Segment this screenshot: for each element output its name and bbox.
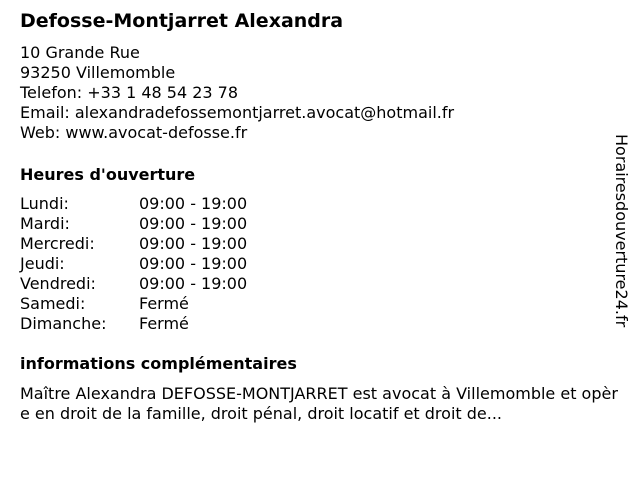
hours-day: Mercredi:: [20, 234, 95, 253]
hours-day: Mardi:: [20, 214, 70, 233]
hours-day: Samedi:: [20, 294, 86, 313]
hours-day: Jeudi:: [20, 254, 65, 273]
address-street: 10 Grande Rue: [20, 43, 140, 62]
hours-day: Vendredi:: [20, 274, 96, 293]
hours-day: Dimanche:: [20, 314, 107, 333]
hours-heading: Heures d'ouverture: [20, 165, 196, 184]
phone-number: Telefon: +33 1 48 54 23 78: [20, 83, 239, 102]
site-watermark: Horairesdouverture24.fr: [612, 134, 631, 328]
info-heading: informations complémentaires: [20, 354, 297, 373]
hours-time: 09:00 - 19:00: [139, 194, 248, 213]
business-name: Defosse-Montjarret Alexandra: [20, 10, 344, 32]
address-city: 93250 Villemomble: [20, 63, 176, 82]
hours-time: 09:00 - 19:00: [139, 274, 248, 293]
hours-time: 09:00 - 19:00: [139, 254, 248, 273]
hours-time: 09:00 - 19:00: [139, 214, 248, 233]
email-address: Email: alexandradefossemontjarret.avocat@hotmail.fr: [20, 103, 455, 122]
hours-time: Fermé: [139, 294, 189, 313]
hours-day: Lundi:: [20, 194, 69, 213]
business-description: Maître Alexandra DEFOSSE-MONTJARRET est avocat à Villemomble et opère en droit de la famille, droit pénal, droit locatif et droit de...: [20, 384, 618, 423]
hours-time: Fermé: [139, 314, 189, 333]
hours-time: 09:00 - 19:00: [139, 234, 248, 253]
website: Web: www.avocat-defosse.fr: [20, 123, 248, 142]
contact-block: [20, 43, 454, 143]
